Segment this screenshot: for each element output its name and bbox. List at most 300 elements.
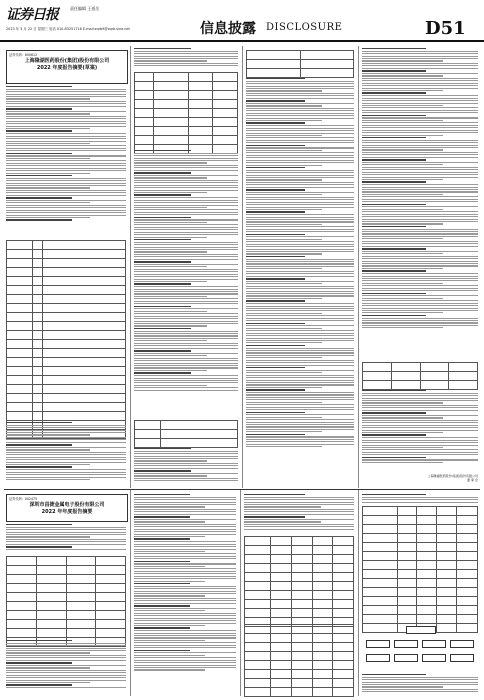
text-line	[134, 561, 190, 562]
text-line	[134, 509, 236, 510]
table-cell	[153, 127, 188, 136]
text-line	[362, 60, 443, 61]
data-table	[362, 362, 478, 390]
table-cell	[42, 304, 125, 313]
table-cell	[397, 597, 417, 606]
table-cell	[7, 286, 33, 295]
text-line	[6, 138, 126, 139]
text-line	[362, 229, 478, 230]
table-row	[7, 611, 126, 620]
table-row	[7, 241, 126, 250]
table-cell	[457, 579, 478, 588]
text-line	[362, 280, 478, 281]
table-cell	[436, 579, 457, 588]
text-line	[246, 350, 354, 351]
text-line	[362, 73, 478, 74]
table-cell	[333, 625, 354, 634]
text-line	[246, 328, 322, 329]
table-row	[7, 557, 126, 566]
table-cell	[135, 100, 154, 109]
table-cell	[36, 557, 66, 566]
text-line	[246, 157, 354, 158]
text-line	[134, 662, 236, 663]
text-line	[362, 221, 478, 222]
table-cell	[213, 127, 238, 136]
table-cell	[66, 557, 96, 566]
table-cell	[213, 100, 238, 109]
table-row	[363, 570, 478, 579]
text-line	[246, 93, 354, 94]
text-line	[362, 226, 426, 227]
text-line	[362, 691, 478, 692]
text-line	[362, 422, 478, 423]
text-line	[134, 480, 238, 481]
table-cell	[333, 661, 354, 670]
text-line	[6, 427, 126, 428]
table-row	[135, 109, 238, 118]
table-cell	[245, 688, 271, 697]
table-cell	[397, 507, 417, 516]
table-row	[7, 259, 126, 268]
text-line	[6, 422, 72, 423]
text-line	[362, 253, 443, 254]
text-line	[134, 586, 236, 587]
table-cell	[247, 51, 301, 60]
table-row	[247, 60, 354, 69]
table-row	[7, 403, 126, 412]
table-cell	[33, 367, 43, 376]
text-line	[246, 362, 354, 363]
text-line	[362, 172, 478, 173]
text-line	[6, 534, 126, 535]
text-line	[362, 270, 426, 271]
text-line	[134, 578, 236, 579]
table-cell	[312, 546, 333, 555]
table-cell	[271, 537, 292, 546]
body-text	[134, 48, 238, 68]
text-line	[6, 133, 126, 134]
text-line	[134, 448, 191, 449]
text-line	[362, 283, 443, 284]
table-row	[7, 566, 126, 575]
text-line	[246, 382, 354, 383]
text-line	[246, 115, 354, 116]
table-cell	[291, 670, 312, 679]
text-line	[6, 185, 126, 186]
text-line	[6, 432, 126, 433]
text-line	[6, 439, 126, 440]
text-line	[244, 499, 354, 500]
text-line	[246, 194, 322, 195]
table-cell	[33, 268, 43, 277]
text-line	[362, 211, 478, 212]
table-cell	[42, 286, 125, 295]
text-line	[244, 524, 354, 525]
table-row	[7, 412, 126, 421]
table-cell	[7, 602, 37, 611]
table-cell	[417, 588, 437, 597]
table-cell	[33, 403, 43, 412]
text-line	[362, 58, 478, 59]
text-line	[246, 155, 354, 156]
table-row	[7, 268, 126, 277]
text-line	[6, 670, 126, 671]
text-line	[362, 238, 443, 239]
text-line	[134, 207, 207, 208]
text-line	[6, 195, 126, 196]
text-line	[6, 544, 126, 545]
text-line	[246, 172, 354, 173]
text-line	[6, 205, 126, 206]
body-text	[362, 48, 478, 360]
text-line	[362, 65, 478, 66]
text-line	[134, 350, 191, 351]
text-line	[362, 241, 478, 242]
table-cell	[449, 363, 478, 372]
text-line	[244, 526, 354, 527]
text-line	[6, 106, 126, 107]
text-line	[134, 514, 236, 515]
text-line	[362, 80, 478, 81]
text-line	[6, 197, 72, 198]
table-cell	[333, 634, 354, 643]
table-cell	[245, 546, 271, 555]
text-line	[134, 583, 190, 584]
text-line	[134, 187, 238, 188]
text-line	[246, 380, 354, 381]
text-line	[362, 285, 478, 286]
text-line	[362, 407, 478, 408]
table-cell	[33, 304, 43, 313]
text-line	[362, 437, 478, 438]
section-title: 信息披露	[200, 21, 256, 37]
text-line	[6, 143, 90, 144]
text-line	[362, 256, 478, 257]
text-line	[362, 142, 478, 143]
table-cell	[271, 546, 292, 555]
company-name: 深圳市昌捷金属电子股份有限公司	[29, 502, 105, 508]
table-row	[245, 573, 354, 582]
table-cell	[153, 91, 188, 100]
text-line	[134, 328, 191, 329]
table-cell	[160, 421, 237, 430]
text-line	[362, 117, 478, 118]
table-cell	[291, 688, 312, 697]
issue-date: 2023 年 3 月 22 日 星期三	[6, 27, 48, 31]
table-cell	[7, 566, 37, 575]
text-line	[6, 215, 126, 216]
text-line	[246, 278, 305, 279]
text-line	[134, 610, 205, 611]
text-line	[246, 234, 305, 235]
text-line	[362, 157, 478, 158]
table-cell	[7, 403, 33, 412]
text-line	[246, 397, 354, 398]
notice-header	[6, 50, 128, 84]
text-line	[134, 615, 236, 616]
page-number: D51	[425, 18, 466, 39]
table-cell	[363, 381, 392, 390]
table-cell	[245, 573, 271, 582]
text-line	[134, 667, 236, 668]
text-line	[362, 103, 478, 104]
text-line	[134, 345, 238, 346]
text-line	[362, 263, 478, 264]
text-line	[134, 155, 238, 156]
text-line	[134, 158, 238, 159]
text-line	[6, 474, 126, 475]
text-line	[6, 640, 72, 641]
text-line	[134, 200, 238, 201]
text-line	[246, 389, 305, 390]
text-line	[134, 321, 238, 322]
text-line	[244, 497, 354, 498]
text-line	[134, 645, 236, 646]
table-cell	[96, 602, 126, 611]
text-line	[6, 536, 90, 537]
table-cell	[247, 69, 301, 78]
stock-code: 证券代码：600612	[9, 53, 38, 57]
text-line	[246, 261, 354, 262]
body-text	[134, 494, 236, 692]
text-line	[362, 216, 478, 217]
text-line	[246, 202, 354, 203]
text-line	[362, 502, 478, 503]
text-line	[134, 259, 238, 260]
table-cell	[291, 591, 312, 600]
text-line	[246, 306, 354, 307]
text-line	[6, 212, 126, 213]
text-line	[362, 395, 478, 396]
table-cell	[436, 597, 457, 606]
text-line	[362, 115, 426, 116]
table-cell	[36, 584, 66, 593]
text-line	[362, 412, 426, 413]
text-line	[6, 667, 90, 668]
table-row	[363, 381, 478, 390]
text-line	[6, 111, 126, 112]
text-line	[6, 94, 126, 95]
text-line	[6, 175, 72, 176]
table-row	[363, 561, 478, 570]
text-line	[134, 553, 236, 554]
text-line	[246, 308, 354, 309]
text-line	[6, 148, 126, 149]
table-cell	[245, 661, 271, 670]
table-cell	[457, 525, 478, 534]
table-row	[245, 643, 354, 652]
text-line	[6, 136, 126, 137]
signature-block	[362, 474, 478, 482]
newspaper-logo: 证券日报	[6, 7, 58, 23]
text-line	[6, 434, 90, 435]
table-cell	[333, 609, 354, 618]
table-cell	[457, 615, 478, 624]
text-line	[134, 390, 238, 391]
table-cell	[42, 259, 125, 268]
table-row	[245, 679, 354, 688]
text-line	[134, 165, 238, 166]
notice-title: 2022 年年度报告摘要	[41, 509, 93, 515]
text-line	[134, 63, 238, 64]
text-line	[6, 643, 126, 644]
text-line	[134, 655, 205, 656]
text-line	[134, 524, 236, 525]
text-line	[6, 86, 72, 87]
text-line	[246, 273, 354, 274]
table-cell	[245, 634, 271, 643]
text-line	[6, 457, 126, 458]
text-line	[246, 165, 322, 166]
text-line	[246, 439, 354, 440]
table-cell	[312, 652, 333, 661]
text-line	[246, 177, 354, 178]
text-line	[134, 630, 236, 631]
table-cell	[188, 127, 213, 136]
table-cell	[42, 241, 125, 250]
text-line	[6, 425, 126, 426]
table-cell	[333, 670, 354, 679]
text-line	[244, 519, 354, 520]
table-cell	[66, 620, 96, 629]
text-line	[362, 140, 478, 141]
table-cell	[391, 381, 420, 390]
text-line	[134, 224, 238, 225]
text-line	[362, 201, 478, 202]
table-row	[245, 546, 354, 555]
text-line	[362, 303, 478, 304]
table-cell	[96, 584, 126, 593]
table-row	[245, 564, 354, 573]
text-line	[246, 167, 305, 168]
text-line	[134, 372, 191, 373]
text-line	[134, 172, 191, 173]
text-line	[6, 655, 126, 656]
table-cell	[363, 579, 398, 588]
column-divider	[130, 46, 131, 488]
table-row	[363, 507, 478, 516]
table-cell	[36, 566, 66, 575]
table-cell	[417, 606, 437, 615]
text-line	[244, 521, 321, 522]
table-row	[245, 652, 354, 661]
text-line	[134, 468, 238, 469]
body-text	[6, 640, 126, 694]
text-line	[246, 417, 322, 418]
text-line	[246, 140, 354, 141]
text-line	[134, 289, 238, 290]
text-line	[134, 212, 238, 213]
text-line	[246, 184, 354, 185]
text-line	[134, 269, 238, 270]
table-cell	[7, 349, 33, 358]
text-line	[362, 246, 478, 247]
table-cell	[417, 615, 437, 624]
text-line	[6, 178, 126, 179]
table-cell	[417, 516, 437, 525]
text-line	[246, 409, 354, 410]
table-cell	[291, 634, 312, 643]
text-line	[362, 308, 478, 309]
text-line	[134, 256, 238, 257]
body-text	[362, 390, 478, 470]
text-line	[246, 226, 354, 227]
table-cell	[7, 340, 33, 349]
text-line	[134, 58, 238, 59]
text-line	[134, 202, 238, 203]
table-cell	[213, 109, 238, 118]
text-line	[134, 451, 238, 452]
text-line	[246, 355, 354, 356]
table-cell	[66, 575, 96, 584]
text-line	[134, 470, 191, 471]
table-row	[245, 670, 354, 679]
text-line	[134, 568, 236, 569]
text-line	[6, 459, 126, 460]
table-row	[245, 591, 354, 600]
table-cell	[333, 591, 354, 600]
table-row	[363, 615, 478, 624]
table-cell	[291, 643, 312, 652]
text-line	[246, 81, 354, 82]
text-line	[6, 650, 126, 651]
text-line	[134, 506, 205, 507]
table-cell	[96, 611, 126, 620]
text-line	[134, 150, 191, 151]
table-cell	[7, 611, 37, 620]
table-cell	[188, 91, 213, 100]
text-line	[246, 249, 354, 250]
table-cell	[300, 60, 354, 69]
text-line	[246, 219, 354, 220]
text-line	[362, 425, 478, 426]
text-line	[134, 237, 207, 238]
text-line	[362, 415, 478, 416]
text-line	[362, 278, 478, 279]
table-cell	[457, 507, 478, 516]
text-line	[362, 132, 478, 133]
text-line	[246, 241, 354, 242]
text-line	[246, 120, 322, 121]
table-cell	[213, 73, 238, 82]
table-cell	[436, 570, 457, 579]
table-cell	[291, 625, 312, 634]
text-line	[362, 95, 478, 96]
body-text	[362, 674, 478, 694]
text-line	[362, 187, 478, 188]
text-line	[246, 217, 354, 218]
table-row	[7, 385, 126, 394]
text-line	[362, 98, 478, 99]
text-line	[6, 163, 126, 164]
table-cell	[449, 381, 478, 390]
text-line	[362, 457, 426, 458]
table-cell	[42, 250, 125, 259]
text-line	[362, 110, 478, 111]
table-cell	[291, 600, 312, 609]
text-line	[362, 51, 478, 52]
text-line	[6, 447, 126, 448]
text-line	[134, 229, 238, 230]
table-cell	[245, 643, 271, 652]
text-line	[134, 303, 238, 304]
text-line	[134, 460, 207, 461]
text-line	[6, 153, 72, 154]
table-cell	[312, 670, 333, 679]
text-line	[6, 472, 126, 473]
table-cell	[291, 652, 312, 661]
text-line	[362, 445, 478, 446]
